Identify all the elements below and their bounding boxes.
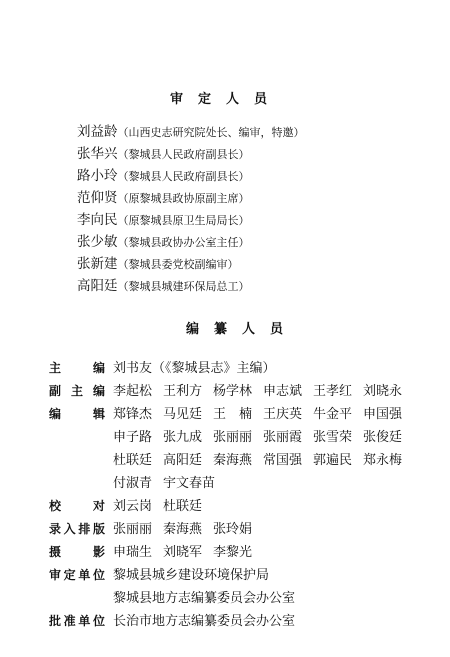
person-name: 郑永梅 (363, 453, 403, 468)
reviewer-note: （黎城县城建环保局总工） (117, 280, 250, 293)
reviewer-row (77, 120, 305, 140)
person-name: 秦海燕 (163, 522, 203, 537)
person-name: 刘晓永 (363, 384, 403, 399)
reviewer-row (77, 230, 250, 250)
photo-label: 摄影 (49, 545, 105, 559)
reviewer-name: 张少敏 (77, 234, 118, 250)
reviewer-note: （黎城县人民政府副县长） (117, 148, 250, 161)
editor-names-line (113, 449, 413, 468)
person-name: 郑锋杰 (113, 407, 153, 422)
editor-label: 编辑 (49, 407, 105, 421)
deputy-editor-names (113, 380, 413, 399)
person-name: 马见廷 (163, 407, 203, 422)
person-name: 王庆英 (263, 407, 303, 422)
person-name: 申子路 (113, 430, 153, 445)
approve-unit-name: 长治市地方志编纂委员会办公室 (113, 614, 296, 629)
reviewer-name: 路小玲 (77, 168, 118, 184)
approve-unit-label: 批准单位 (49, 614, 105, 628)
photo-names (113, 541, 263, 560)
person-name: 秦海燕 (213, 453, 253, 468)
reviewer-name: 张新建 (77, 256, 118, 272)
reviewer-row (77, 186, 250, 206)
person-name: 王孝红 (313, 384, 353, 399)
reviewer-name: 范仰贤 (77, 190, 118, 206)
reviewer-note: （山西史志研究院处长、编审，特邀） (117, 126, 305, 139)
person-name: 杨学林 (213, 384, 253, 399)
reviewer-note: （黎城县委党校副编审） (117, 258, 239, 271)
chief-editor-text: 刘书友（《黎城县志》主编） (113, 361, 276, 376)
review-unit-name: 黎城县地方志编纂委员会办公室 (113, 591, 296, 606)
typeset-label: 录入排版 (49, 522, 105, 536)
person-name: 刘晓军 (163, 545, 203, 560)
reviewer-row (77, 208, 250, 228)
review-unit-name: 黎城县城乡建设环境保护局 (113, 568, 270, 583)
reviewer-note: （黎城县人民政府副县长） (117, 170, 250, 183)
editor-names-line (113, 472, 215, 491)
reviewer-note: （黎城县政协办公室主任） (117, 236, 250, 249)
person-name: 张俊廷 (363, 430, 403, 445)
person-name: 杜联廷 (113, 453, 153, 468)
reviewer-name: 张华兴 (77, 146, 118, 162)
person-name: 付淑青 (113, 476, 153, 491)
person-name: 张丽丽 (213, 430, 253, 445)
person-name: 李黎光 (213, 545, 253, 560)
reviewer-name: 高阳廷 (77, 278, 118, 294)
person-name: 高阳廷 (163, 453, 203, 468)
reviewer-row (77, 164, 250, 184)
person-name: 宇文春苗 (163, 476, 216, 491)
person-name: 申瑞生 (113, 545, 153, 560)
editor-names-line (113, 426, 413, 445)
person-name: 常国强 (263, 453, 303, 468)
proofread-names (113, 495, 213, 514)
person-name: 张雪荣 (313, 430, 353, 445)
review-unit-label: 审定单位 (49, 568, 105, 582)
reviewer-name: 刘益龄 (77, 124, 118, 140)
person-name: 李起松 (113, 384, 153, 399)
reviewers-heading: 审定人员 (170, 92, 283, 107)
person-name: 张丽霞 (263, 430, 303, 445)
reviewer-name: 李向民 (77, 212, 118, 228)
person-name: 刘云岗 (113, 499, 153, 514)
person-name: 张丽丽 (113, 522, 153, 537)
editor-names-line (113, 403, 413, 422)
proofread-label: 校对 (49, 499, 105, 513)
chief-editor-label: 主编 (49, 361, 105, 375)
person-name: 申国强 (363, 407, 403, 422)
reviewer-row (77, 142, 250, 162)
reviewer-row (77, 252, 239, 272)
editors-heading: 编纂人员 (186, 322, 299, 337)
reviewer-note: （原黎城县政协原副主席） (117, 192, 250, 205)
person-name: 王利方 (163, 384, 203, 399)
person-name: 牛金平 (313, 407, 353, 422)
person-name: 张玲娟 (213, 522, 253, 537)
reviewer-note: （原黎城县原卫生局局长） (117, 214, 250, 227)
person-name: 王 楠 (213, 407, 253, 422)
deputy-editor-label: 副主编 (49, 384, 105, 398)
person-name: 张九成 (163, 430, 203, 445)
person-name: 郭遍民 (313, 453, 353, 468)
reviewer-row (77, 274, 250, 294)
typeset-names (113, 518, 263, 537)
person-name: 申志斌 (263, 384, 303, 399)
person-name: 杜联廷 (163, 499, 203, 514)
